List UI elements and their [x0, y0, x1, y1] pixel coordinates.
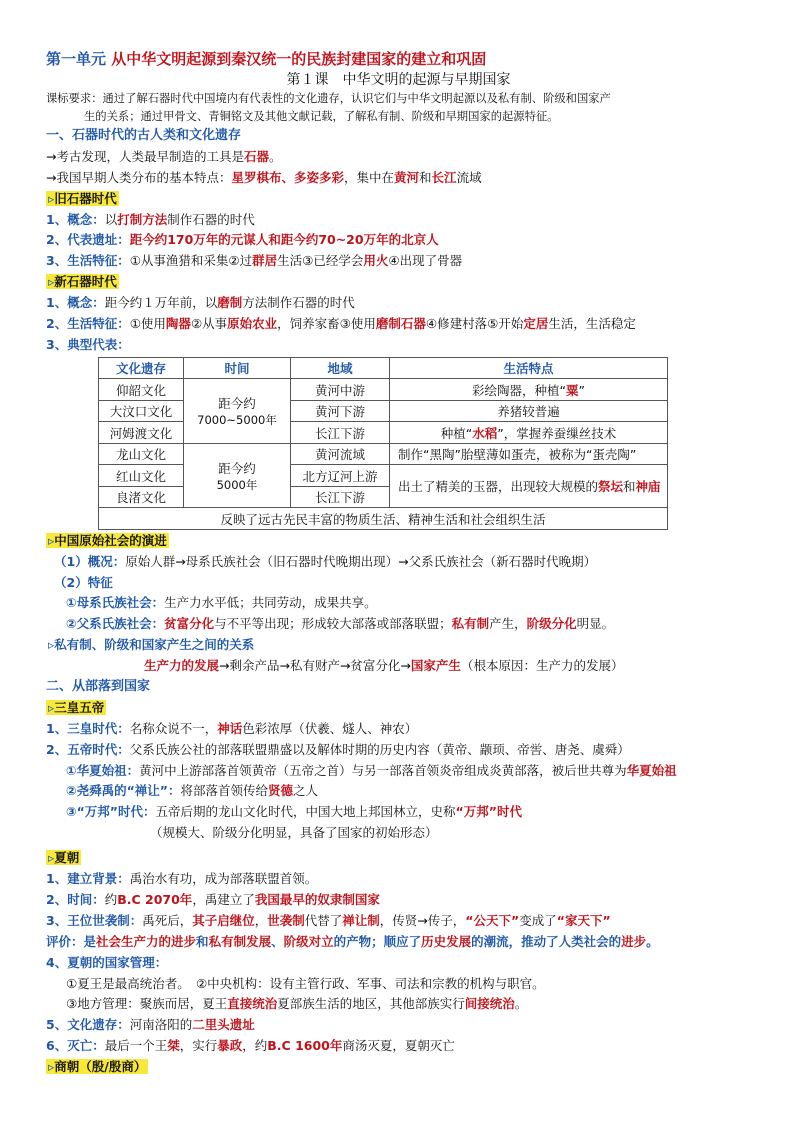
key-term: 元谋人 — [230, 232, 269, 248]
unit-title — [46, 48, 751, 70]
triangle-icon: ▹ — [48, 699, 55, 715]
key-term: 距今约170万年的 — [129, 232, 231, 248]
key-term: 间接统治 — [464, 996, 515, 1012]
label: 2、生活特征： — [46, 316, 130, 332]
text: ③地方管理：聚族而居，夏王 — [66, 996, 228, 1012]
unit-title-text: 从中华文明起源到秦汉统一的民族封建国家的建立和巩固 — [111, 50, 487, 68]
key-term: 其子启继位 — [192, 912, 255, 928]
text: （根本原因：生产力的发展） — [460, 658, 624, 674]
heading-text: 旧石器时代 — [54, 190, 117, 206]
text: ” — [578, 382, 585, 398]
key-term: 桀 — [167, 1038, 180, 1054]
key-term: 华夏始祖 — [626, 762, 677, 778]
label: ②父系氏族社会： — [66, 616, 165, 632]
section1-heading: 一、石器时代的古人类和文化遗存 — [46, 128, 242, 143]
region-cell: 黄河流域 — [291, 443, 390, 465]
culture-name: 大汶口文化 — [99, 400, 184, 422]
lesson-notes — [46, 48, 751, 1078]
huaxia-line — [46, 761, 751, 782]
text: ④出现了骨器 — [388, 253, 463, 269]
text: 产生， — [489, 616, 527, 632]
label: 1、建立背景： — [46, 871, 130, 887]
key-term: 打制方法 — [117, 211, 168, 227]
text: 。 — [269, 148, 282, 164]
key-term: “万邦”时代 — [455, 804, 522, 820]
column-header: 时间 — [184, 357, 291, 379]
text: →我国早期人类分布的基本特点： — [46, 169, 232, 185]
feature-cell: 养猪较普遍 — [390, 400, 668, 422]
text: ①使用 — [129, 316, 166, 332]
key-term: 石器 — [243, 148, 269, 164]
feature-cell: 制作“黑陶”胎壁薄如蛋壳，被称为“蛋壳陶” — [390, 443, 668, 465]
text: ”，掌握养蚕缫丝技术 — [497, 425, 617, 441]
text: 制作石器的时代 — [167, 211, 255, 227]
label: 2、代表遗址： — [46, 232, 130, 248]
distribution-line — [46, 168, 751, 189]
label: 2、时间： — [46, 891, 105, 907]
text: ， — [254, 912, 268, 928]
table-row — [99, 379, 668, 401]
culture-name: 红山文化 — [99, 465, 184, 487]
text: 出土了精美的玉器，出现较大规模的 — [398, 479, 599, 495]
text: 河南洛阳的 — [129, 1017, 193, 1033]
culture-name: 河姆渡文化 — [99, 422, 184, 444]
key-term: 祭坛 — [598, 479, 624, 495]
heading-text: 新石器时代 — [54, 274, 117, 290]
key-term: 历史发展 — [421, 933, 472, 949]
label: 3、典型代表： — [46, 336, 130, 352]
xia-governance — [46, 953, 751, 974]
key-term: 北京人 — [401, 232, 439, 248]
heading-text: 中国原始社会的演进 — [54, 532, 167, 548]
text: 的潮流，推动了人类社会的 — [471, 933, 622, 949]
key-term: 私有制发展 — [208, 933, 272, 949]
triangle-icon: ▹ — [48, 850, 55, 866]
requirements-line-2: 生的关系；通过甲骨文、青铜铭文及其他文献记载，了解私有制、阶级和早期国家的起源特征。 — [84, 110, 559, 123]
text: 之人 — [293, 783, 319, 799]
text: ，集中在 — [344, 169, 395, 185]
requirements-line-1: 课标要求：通过了解石器时代中国境内有代表性的文化遗存，认识它们与中华文明起源以及私有制、阶级和国家产 — [46, 92, 611, 105]
text: 是 — [83, 933, 97, 949]
text: 流域 — [456, 169, 482, 185]
label: 3、生活特征： — [46, 253, 130, 269]
neolithic-culture-table — [98, 357, 668, 530]
text: →剩余产品→私有财产→贫富分化→ — [219, 658, 411, 674]
time-text: 5000年 — [216, 477, 258, 492]
feature-cell — [390, 465, 668, 508]
wudi-line — [46, 740, 751, 761]
text: ，实行 — [179, 1038, 218, 1054]
table-row — [99, 443, 668, 465]
text: ，约 — [242, 1038, 268, 1054]
region-cell: 长江下游 — [291, 422, 390, 444]
key-term: 原始农业 — [227, 316, 278, 332]
key-term: “家天下” — [556, 912, 611, 928]
neo-concept — [46, 293, 751, 314]
text: 方法制作石器的时代 — [242, 295, 355, 311]
evolution-overview — [46, 552, 751, 573]
xia-time — [46, 890, 751, 911]
feature-cell — [390, 422, 668, 444]
key-term: 用火 — [363, 253, 389, 269]
label: 评价： — [46, 933, 84, 949]
heading-text: 三皇五帝 — [54, 699, 105, 715]
key-term: 世袭制 — [267, 912, 305, 928]
triangle-icon: ▹ — [48, 190, 55, 206]
text: 名称众说不一， — [129, 720, 218, 736]
text: 五帝后期的龙山文化时代，中国大地上邦国林立，史称 — [155, 804, 456, 820]
text: 原始人群→母系氏族社会（旧石器时代晚期出现）→父系氏族社会（新石器时代晚期） — [125, 553, 597, 569]
neo-representatives — [46, 335, 751, 356]
huangdi-heading — [46, 698, 751, 719]
triangle-icon: ▹ — [48, 274, 55, 290]
shang-heading — [46, 1057, 751, 1078]
text: ④修建村落⑤开始 — [425, 316, 524, 332]
text: 和 — [419, 169, 432, 185]
neo-life — [46, 314, 751, 335]
time-cell — [184, 379, 291, 444]
region-cell: 黄河中游 — [291, 379, 390, 401]
text: 。 — [514, 996, 528, 1012]
xia-succession — [46, 911, 751, 932]
key-term: 磨制 — [217, 295, 243, 311]
key-term: 暴政 — [217, 1038, 243, 1054]
xia-background — [46, 869, 751, 890]
feature-cell — [390, 379, 668, 401]
key-term: 和距今约70~20万年的 — [268, 232, 402, 248]
text: 生活③已经学会 — [277, 253, 364, 269]
neolithic-heading — [46, 272, 751, 293]
label: 2、五帝时代： — [46, 741, 130, 757]
time-text: 距今约 — [218, 396, 256, 412]
heading-text: 商朝（殷/殷商） — [54, 1059, 147, 1075]
key-term: 磨制石器 — [375, 316, 426, 332]
text: 生产力水平低；共同劳动，成果共享。 — [164, 595, 377, 611]
column-header: 生活特点 — [390, 357, 668, 379]
key-term: B.C 1600年 — [267, 1038, 343, 1054]
paleo-sites — [46, 230, 751, 251]
key-term: 陶器 — [165, 316, 191, 332]
text: 变成了 — [519, 912, 557, 928]
key-term: 生产力的发展 — [144, 658, 220, 674]
text: 。 — [646, 933, 659, 949]
text: 与不平等出现；形成较大部落或部落联盟； — [214, 616, 452, 632]
key-term: 贫富分化 — [164, 616, 215, 632]
section2-heading: 二、从部落到国家 — [46, 679, 151, 695]
text: 将部落首领传给 — [180, 783, 269, 799]
label: （2）特征 — [54, 574, 113, 590]
paleo-concept — [46, 210, 751, 231]
table-header-row — [99, 357, 668, 379]
label: 1、三皇时代： — [46, 720, 130, 736]
key-term: 阶级对立 — [283, 933, 334, 949]
key-term: 我国最早的奴隶制国家 — [254, 891, 380, 907]
xia-evaluation — [46, 932, 751, 953]
evolution-features — [46, 573, 751, 594]
label: ①母系氏族社会： — [66, 595, 165, 611]
culture-name: 龙山文化 — [99, 443, 184, 465]
column-header: 地域 — [291, 357, 390, 379]
shanrang-line — [46, 781, 751, 802]
text: ②从事 — [190, 316, 228, 332]
triangle-icon: ▹ — [48, 637, 55, 653]
text: 代替了 — [304, 912, 343, 928]
key-term: 二里头遗址 — [192, 1017, 255, 1033]
text: 明显。 — [576, 616, 615, 632]
xia-fall — [46, 1036, 751, 1057]
text: 约 — [104, 891, 118, 907]
key-term: 定居 — [523, 316, 549, 332]
paleo-life — [46, 251, 751, 272]
heading-text: 私有制、阶级和国家产生之间的关系 — [54, 637, 255, 653]
table-footer-row — [99, 508, 668, 530]
time-text: 距今约 — [218, 460, 256, 476]
text: 的产物；顺应了 — [333, 933, 422, 949]
text: 夏部族生活的地区，其他部族实行 — [277, 996, 465, 1012]
culture-name: 仰韶文化 — [99, 379, 184, 401]
text: 最后一个王 — [104, 1038, 168, 1054]
unit-label: 第一单元 — [46, 50, 107, 68]
label: ①华夏始祖： — [66, 762, 140, 778]
key-term: 直接统治 — [227, 996, 278, 1012]
text: 禹治水有功，成为部落联盟首领。 — [129, 871, 318, 887]
region-cell: 长江下游 — [291, 486, 390, 508]
label: （1）概况： — [54, 553, 126, 569]
label: 5、文化遗存： — [46, 1017, 130, 1033]
key-term: 进步 — [621, 933, 647, 949]
label: 3、王位世袭制： — [46, 912, 143, 928]
key-term: 神话 — [217, 720, 243, 736]
label: 6、灭亡： — [46, 1038, 105, 1054]
lesson-title: 第１课 中华文明的起源与早期国家 — [286, 72, 511, 88]
xia-heading — [46, 848, 751, 869]
xia-governance-central: ①夏王是最高统治者。 ②中央机构：设有主管行政、军事、司法和宗教的机构与职官。 — [66, 975, 545, 991]
key-term: 贤德 — [268, 783, 294, 799]
time-cell — [184, 443, 291, 508]
key-term: 群居 — [252, 253, 278, 269]
key-term: 社会生产力的进步 — [96, 933, 197, 949]
paleolithic-heading — [46, 189, 751, 210]
text: →考古发现，人类最早制造的工具是 — [46, 148, 244, 164]
key-term: 国家产生 — [410, 658, 461, 674]
culture-name: 良渚文化 — [99, 486, 184, 508]
triangle-icon: ▹ — [48, 1059, 55, 1075]
text: ，禹建立了 — [192, 891, 255, 907]
text: 父系氏族公社的部落联盟鼎盛以及解体时期的历史内容（黄帝、颛顼、帝喾、唐尧、虞舜） — [129, 741, 630, 757]
text: 色彩浓厚（伏羲、燧人、神农） — [242, 720, 418, 736]
xia-relics — [46, 1015, 751, 1036]
label: ③“万邦”时代： — [66, 804, 156, 820]
key-term: 黄河 — [394, 169, 420, 185]
key-term: 长江 — [431, 169, 457, 185]
text: 禹死后， — [142, 912, 193, 928]
label: ②尧舜禹的“禅让”： — [66, 783, 181, 799]
text: 以 — [104, 211, 118, 227]
label: 1、概念： — [46, 211, 105, 227]
key-term: 私有制 — [451, 616, 490, 632]
text: ，传贤→传子， — [379, 912, 466, 928]
evolution-heading — [46, 531, 751, 552]
sanhuang-line — [46, 719, 751, 740]
xia-governance-local — [46, 994, 751, 1015]
relation-chain — [46, 656, 751, 677]
text: 黄河中上游部落首领黄帝（五帝之首）与另一部落首领炎帝组成炎黄部落，被后世共尊为 — [139, 762, 627, 778]
key-term: 粟 — [565, 382, 579, 398]
key-term: 神庙 — [635, 479, 661, 495]
time-text: 7000~5000年 — [197, 413, 277, 428]
key-term: 禅让制 — [342, 912, 380, 928]
text: 、 — [271, 933, 284, 949]
column-header: 文化遗存 — [99, 357, 184, 379]
region-cell: 北方辽河上游 — [291, 465, 390, 487]
label: 1、概念： — [46, 295, 105, 311]
text: 距今约１万年前，以 — [104, 295, 218, 311]
patrilineal-line — [46, 614, 751, 635]
key-term: 星罗棋布、多姿多彩 — [231, 169, 344, 185]
triangle-icon: ▹ — [48, 532, 55, 548]
relation-heading — [46, 635, 751, 656]
text: 和 — [623, 479, 636, 495]
table-footer: 反映了远古先民丰富的物质生活、精神生活和社会组织生活 — [99, 508, 668, 530]
key-term: B.C 2070年 — [117, 891, 193, 907]
text: 彩绘陶器，种植“ — [472, 382, 566, 398]
region-cell: 黄河下游 — [291, 400, 390, 422]
wanbang-note: （规模大、阶级分化明显，具备了国家的初始形态） — [150, 825, 438, 841]
wanbang-line — [46, 802, 751, 823]
text: ，饲养家畜③使用 — [277, 316, 376, 332]
text: ①从事渔猎和采集②过 — [129, 253, 253, 269]
text: 生活，生活稳定 — [548, 316, 636, 332]
key-term: 阶级分化 — [526, 616, 577, 632]
text: 种植“ — [440, 425, 473, 441]
heading-text: 夏朝 — [54, 850, 80, 866]
matrilineal-line — [46, 593, 751, 614]
text: 商汤灭夏，夏朝灭亡 — [342, 1038, 455, 1054]
key-term: “公天下” — [465, 912, 520, 928]
archaeology-line — [46, 147, 751, 168]
label: 4、夏朝的国家管理： — [46, 954, 168, 970]
key-term: 水稻 — [472, 425, 498, 441]
text: 和 — [196, 933, 209, 949]
